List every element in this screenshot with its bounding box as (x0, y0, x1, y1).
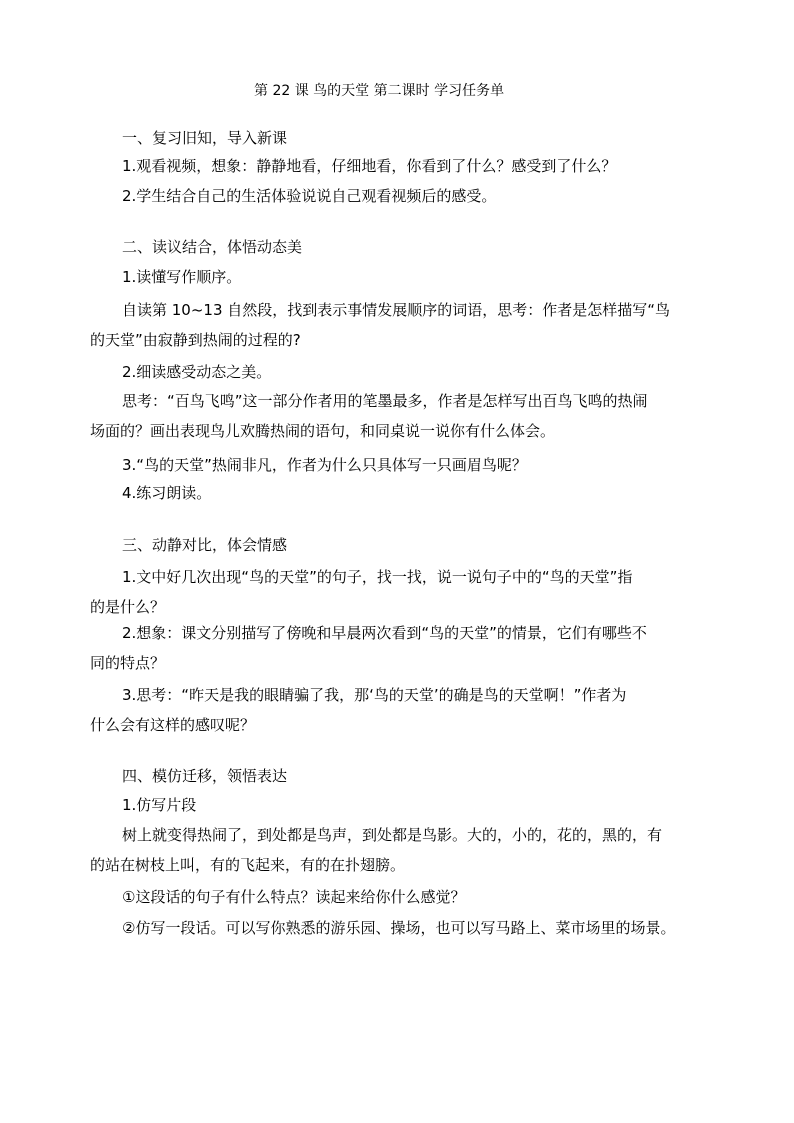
section-2-paragraph-1-line-2: 的天堂”由寂静到热闹的过程的? (90, 331, 301, 349)
section-4-question-1: ①这段话的句子有什么特点？读起来给你什么感觉？ (122, 888, 466, 906)
section-3-heading: 三、动静对比，体会情感 (122, 536, 288, 554)
section-2-item-3: 3.“鸟的天堂”热闹非凡，作者为什么只具体写一只画眉鸟呢？ (122, 456, 527, 474)
section-2-item-2: 2.细读感受动态之美。 (122, 363, 272, 381)
page-title: 第 22 课 鸟的天堂 第二课时 学习任务单 (254, 83, 505, 99)
section-4-heading: 四、模仿迁移，领悟表达 (122, 767, 288, 785)
section-4-question-2: ②仿写一段话。可以写你熟悉的游乐园、操场，也可以写马路上、菜市场里的场景。 (122, 919, 676, 937)
section-3-item-2-line-1: 2.想象：课文分别描写了傍晚和早晨两次看到“鸟的天堂”的情景，它们有哪些不 (122, 624, 647, 642)
section-2-paragraph-2-line-1: 思考：“百鸟飞鸣”这一部分作者用的笔墨最多，作者是怎样写出百鸟飞鸣的热闹 (122, 392, 648, 410)
section-4-paragraph-line-2: 的站在树枝上叫，有的飞起来，有的在扑翅膀。 (90, 856, 406, 874)
section-1-heading: 一、复习旧知，导入新课 (122, 129, 288, 147)
section-4-paragraph-line-1: 树上就变得热闹了，到处都是鸟声，到处都是鸟影。大的，小的，花的，黑的，有 (122, 826, 663, 844)
section-2-heading: 二、读议结合，体悟动态美 (122, 238, 303, 256)
section-1-item-2: 2.学生结合自己的生活体验说说自己观看视频后的感受。 (122, 187, 497, 205)
section-3-item-1-line-1: 1.文中好几次出现“鸟的天堂”的句子，找一找，说一说句子中的“鸟的天堂”指 (122, 568, 633, 586)
section-3-item-3-line-2: 什么会有这样的感叹呢？ (90, 716, 256, 734)
section-3-item-2-line-2: 同的特点？ (90, 654, 166, 672)
section-3-item-3-line-1: 3.思考：“昨天是我的眼睛骗了我，那‘鸟的天堂’的确是鸟的天堂啊！”作者为 (122, 686, 627, 704)
section-1-item-1: 1.观看视频，想象：静静地看，仔细地看，你看到了什么？感受到了什么？ (122, 157, 617, 175)
section-2-item-4: 4.练习朗读。 (122, 484, 212, 502)
section-2-paragraph-2-line-2: 场面的？画出表现鸟儿欢腾热闹的语句，和同桌说一说你有什么体会。 (90, 422, 556, 440)
section-3-item-1-line-2: 的是什么？ (90, 598, 166, 616)
section-4-item-1: 1.仿写片段 (122, 796, 197, 814)
section-2-paragraph-1-line-1: 自读第 10~13 自然段，找到表示事情发展顺序的词语，思考：作者是怎样描写“鸟 (122, 301, 671, 319)
section-2-item-1: 1.读懂写作顺序。 (122, 268, 242, 286)
